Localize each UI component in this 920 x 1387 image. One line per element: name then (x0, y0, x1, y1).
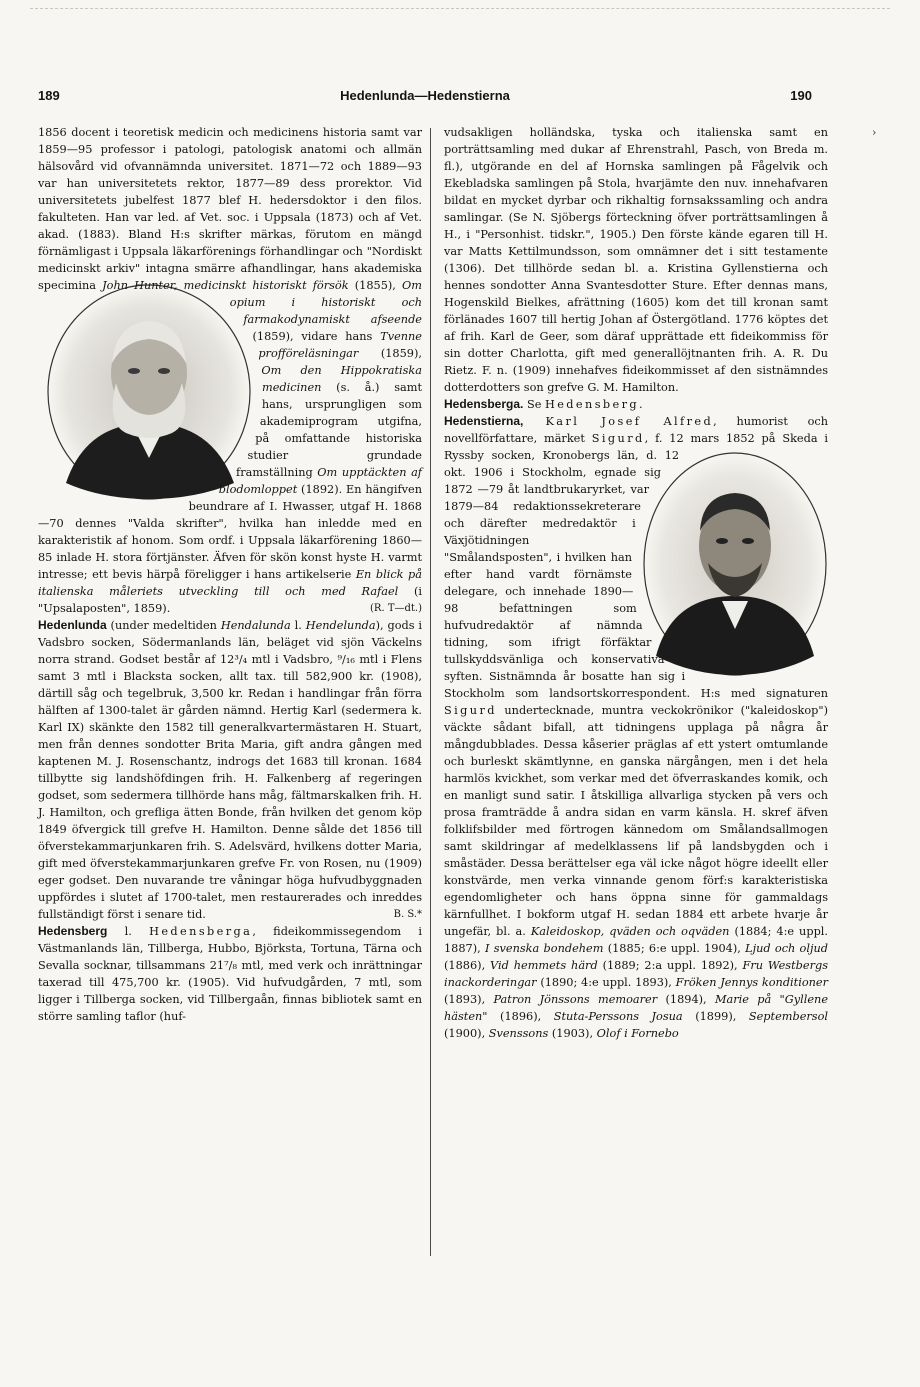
running-title: Hedenlunda—Hedenstierna (340, 88, 510, 103)
headword-hedensberga: Hedensberga. (444, 397, 524, 411)
headword-hedensberg: Hedensberg (38, 924, 108, 938)
article-hedensberg: Hedensberg l. Hedensberga, fideikommissegendom i Västmanlands län, Tillberga, Hubbo, Björksta, Tortuna, Tärna och Sevalla socknar, tillsammans 21⁷/₈ mtl, med verk och inrättningar taxerad till 475,700 kr. (1905). Vid hufvudgården, 7 mtl, som ligger i Tillberga socken, vid Tillbergaån, finnas bibliotek samt en större samling taflor (huf- (38, 924, 423, 1023)
portrait-image-left (46, 283, 252, 501)
page-header (38, 88, 812, 110)
headword-hedenstierna: Hedenstierna, (444, 414, 524, 428)
portrait-hedenius-icon (46, 283, 252, 501)
left-column (38, 124, 422, 1025)
article-hedenlunda: Hedenlunda (under medeltiden Hendalunda l. Hendelunda), gods i Vadsbro socken, Södermanlands län, beläget vid sjön Väckelns norra strand. Godset består af 12³/₄ mtl i Vadsbro, ⁹/₁₆ mtl i Flens samt 3 mtl i Blacksta socken, allt tax. till 582,900 kr. (1908), därtill såg och tegelbruk, 3,500 kr. Redan i handlingar från förra hälften af 1300-talet är gården nämnd. Hertig Karl (sedermera k. Karl IX) skänkte den 1582 till generalkvartermästaren H. Stuart, men från dennes sondotter Brita Maria, gift andra gången med kaptenen M. J. Rosenschantz, indrogs det 1683 till kronan. 1684 tillbytte sig landshöfdingen frih. H. Falkenberg af regeringen godset, som sedermera tillhörde hans måg, fältmarskalken frih. H. J. Hamilton, och grefliga ätten Bonde, från hvilken det genom köp 1849 öfvergick till grefve H. Hamilton. Denne sålde det 1856 till öfverstekammarjunkaren frih. S. Adelsvärd, hvilkens dotter Maria, gift med öfverstekammarjunkaren grefve Fr. von Rosen, nu (1909) eger godset. Den nuvarande tre våningar höga hufvudbyggnaden uppfördes i slutet af 1700-talet, men restaurerades och inreddes fullständigt först i senare tid. B. S.* (38, 618, 423, 921)
author-signature: (R. T—dt.) (370, 603, 422, 614)
article-hedensberg-continued: vudsakligen holländska, tyska och italienska samt en porträttsamling med dukar af Ehrenstrahl, Pasch, von Breda m. fl.), utgörande en del af Hornska samlingen på Fågelvik och Ekebladska samlingen på Stola, hvarjämte den nuv. innehafvaren bildat en mycket dyrbar och rikhaltig fornsakssamling och andra samlingar. (Se N. Sjöbergs förteckning öfver porträttsamlingen å H., i "Personhist. tidskr.", 1905.) Den förste kände egaren till H. var Matts Kettilmundsson, som omnämner det i sitt testamente (1306). Det tillhörde sedan bl. a. Kristina Gyllenstierna och hennes sondotter Anna Svantesdotter Sture. Efter dennas mans, Hogenskild Bielkes, afrättning (1605) kom det till kronan samt förlänades 1607 till hertig Johan af Östergötland. 1776 köptes det af frih. Karl de Geer, som däraf upprättade ett fideikommiss för sin dotter Charlotta, gift med generallöjtnanten frih. A. R. Du Rietz. F. n. (1909) innehafves fideikommisset af den sistnämndes dotterdotters son grefve G. M. Hamilton. (444, 126, 828, 394)
stray-mark: › (872, 126, 877, 139)
portrait-image-right (642, 451, 828, 677)
column-divider (430, 128, 431, 1256)
scan-edge-line (30, 8, 890, 9)
left-page-number: 189 (38, 88, 60, 103)
article-hedenstierna: Hedenstierna, Karl Josef Alfred, humorist och novellförfattare, märket Sigurd , f. 12 mars 1852 på Skeda i Ryssby socken, Kronobergs län, d. 12 okt. 1906 i Stockholm, egnade sig 1872 —79 åt landtbrukaryrket, var 1879—84 redaktionssekreterare och därefter medredaktör i Växjötidningen "Smålandsposten", i hvilken han efter hand vardt förnämste delegare, och innehade 1890—98 befattningen som hufvudredaktör af nämnda tidning, som ifrigt förfäktar tullskyddsvänliga och konservativa syften. Sistnämnda år bosatte han sig i Stockholm som landsortskorrespondent. H:s med signaturen Sigurd undertecknade, muntra veckokrönikor ("kaleidoskop") väckte sådant bifall, att tidningens upplaga på några år mångdubblades. Dessa kåserier präglas af ett ystert omtumlande och burleskt skämtlynne, en ganska närgången, men i det hela harmlös kvickhet, som verkar med det öfverraskandes komik, och en manligt sund satir. I åtskilliga allvarliga stycken på vers och prosa framträdde å andra sidan en varm känsla. H. skref äfven folklifsbilder med förtrogen kännedom om Smålandsallmogen samt skildringar af medelklassens lif på landsbygden och i småstäder. Dessa berättelser ega väl icke något högre ideellt eller konstvärde, men verka vinnande genom förf:s karakteristiska egendomligheter och hans öppna sinne för gammaldags kärnfullhet. I bokform utgaf H. sedan 1884 ett arbete hvarje år ungefär, bl. a. Kaleidoskop, qväden och oqväden (1884; 4:e uppl. 1887), I svenska bondehem (1885; 6:e uppl. 1904), Ljud och oljud (1886), Vid hemmets härd (1889; 2:a uppl. 1892), Fru Westbergs inackorderingar (1890; 4:e uppl. 1893), Fröken Jennys konditioner (1893), Patron Jönssons memoarer (1894), Marie på "Gyllene hästen" (1896), Stuta-Perssons Josua (1899), Septembersol (1900), Svenssons (1903), Olof i Fornebo (444, 414, 829, 1040)
headword-hedenlunda: Hedenlunda (38, 618, 107, 632)
article-hedensberga: Hedensberga. Se Hedensberg. (444, 397, 643, 411)
article-continuation-hedenius: 1856 docent i teoretisk medicin och medicinens historia samt var 1859—95 professor i patologi, patologisk anatomi och allmän hälsovård vid ofvannämnda universitet. 1871—72 och 1889—93 var han universitetets rektor, 1877—89 dess prorektor. Vid universitetets jubelfest 1877 blef H. hedersdoktor i den filos. fakulteten. Han var led. af Vet. soc. i Uppsala (1873) och af Vet. akad. (1883). Bland H:s skrifter märkas, förutom en mängd förnämligast i Uppsala läkarförenings förhandlingar och "Nordiskt medicinskt arkiv" intagna smärre afhandlingar, hans akademiska specimina John Hunter, medicinskt historiskt försök (1855), Om opium i historiskt och farmakodynamiskt afseende (1859), vidare hans Tvenne profföreläsningar (1859), Om den Hippokratiska medicinen (s. å.) samt hans, ursprungligen som akademiprogram utgifna, på omfattande historiska studier grundade framställning Om upptäckten af blodomloppet (1892). En hängifven beundrare af I. Hwasser, utgaf H. 1868—70 dennes "Valda skrifter", hvilka han inledde med en karakteristik af honom. Som ordf. i Uppsala läkarförening 1860—85 inlade H. stora förtjänster. Äfven för skön konst hyste H. varmt intresse; ett bevis härpå föreligger i hans artikelserie En blick på italienska måleriets utveckling till och med Rafael (i "Upsalaposten", 1859). (R. T—dt.) (38, 126, 422, 615)
author-signature: B. S.* (393, 909, 422, 920)
right-page-number: 190 (790, 88, 812, 103)
portrait-hedenstierna-icon (642, 451, 828, 677)
right-column (444, 124, 828, 1042)
